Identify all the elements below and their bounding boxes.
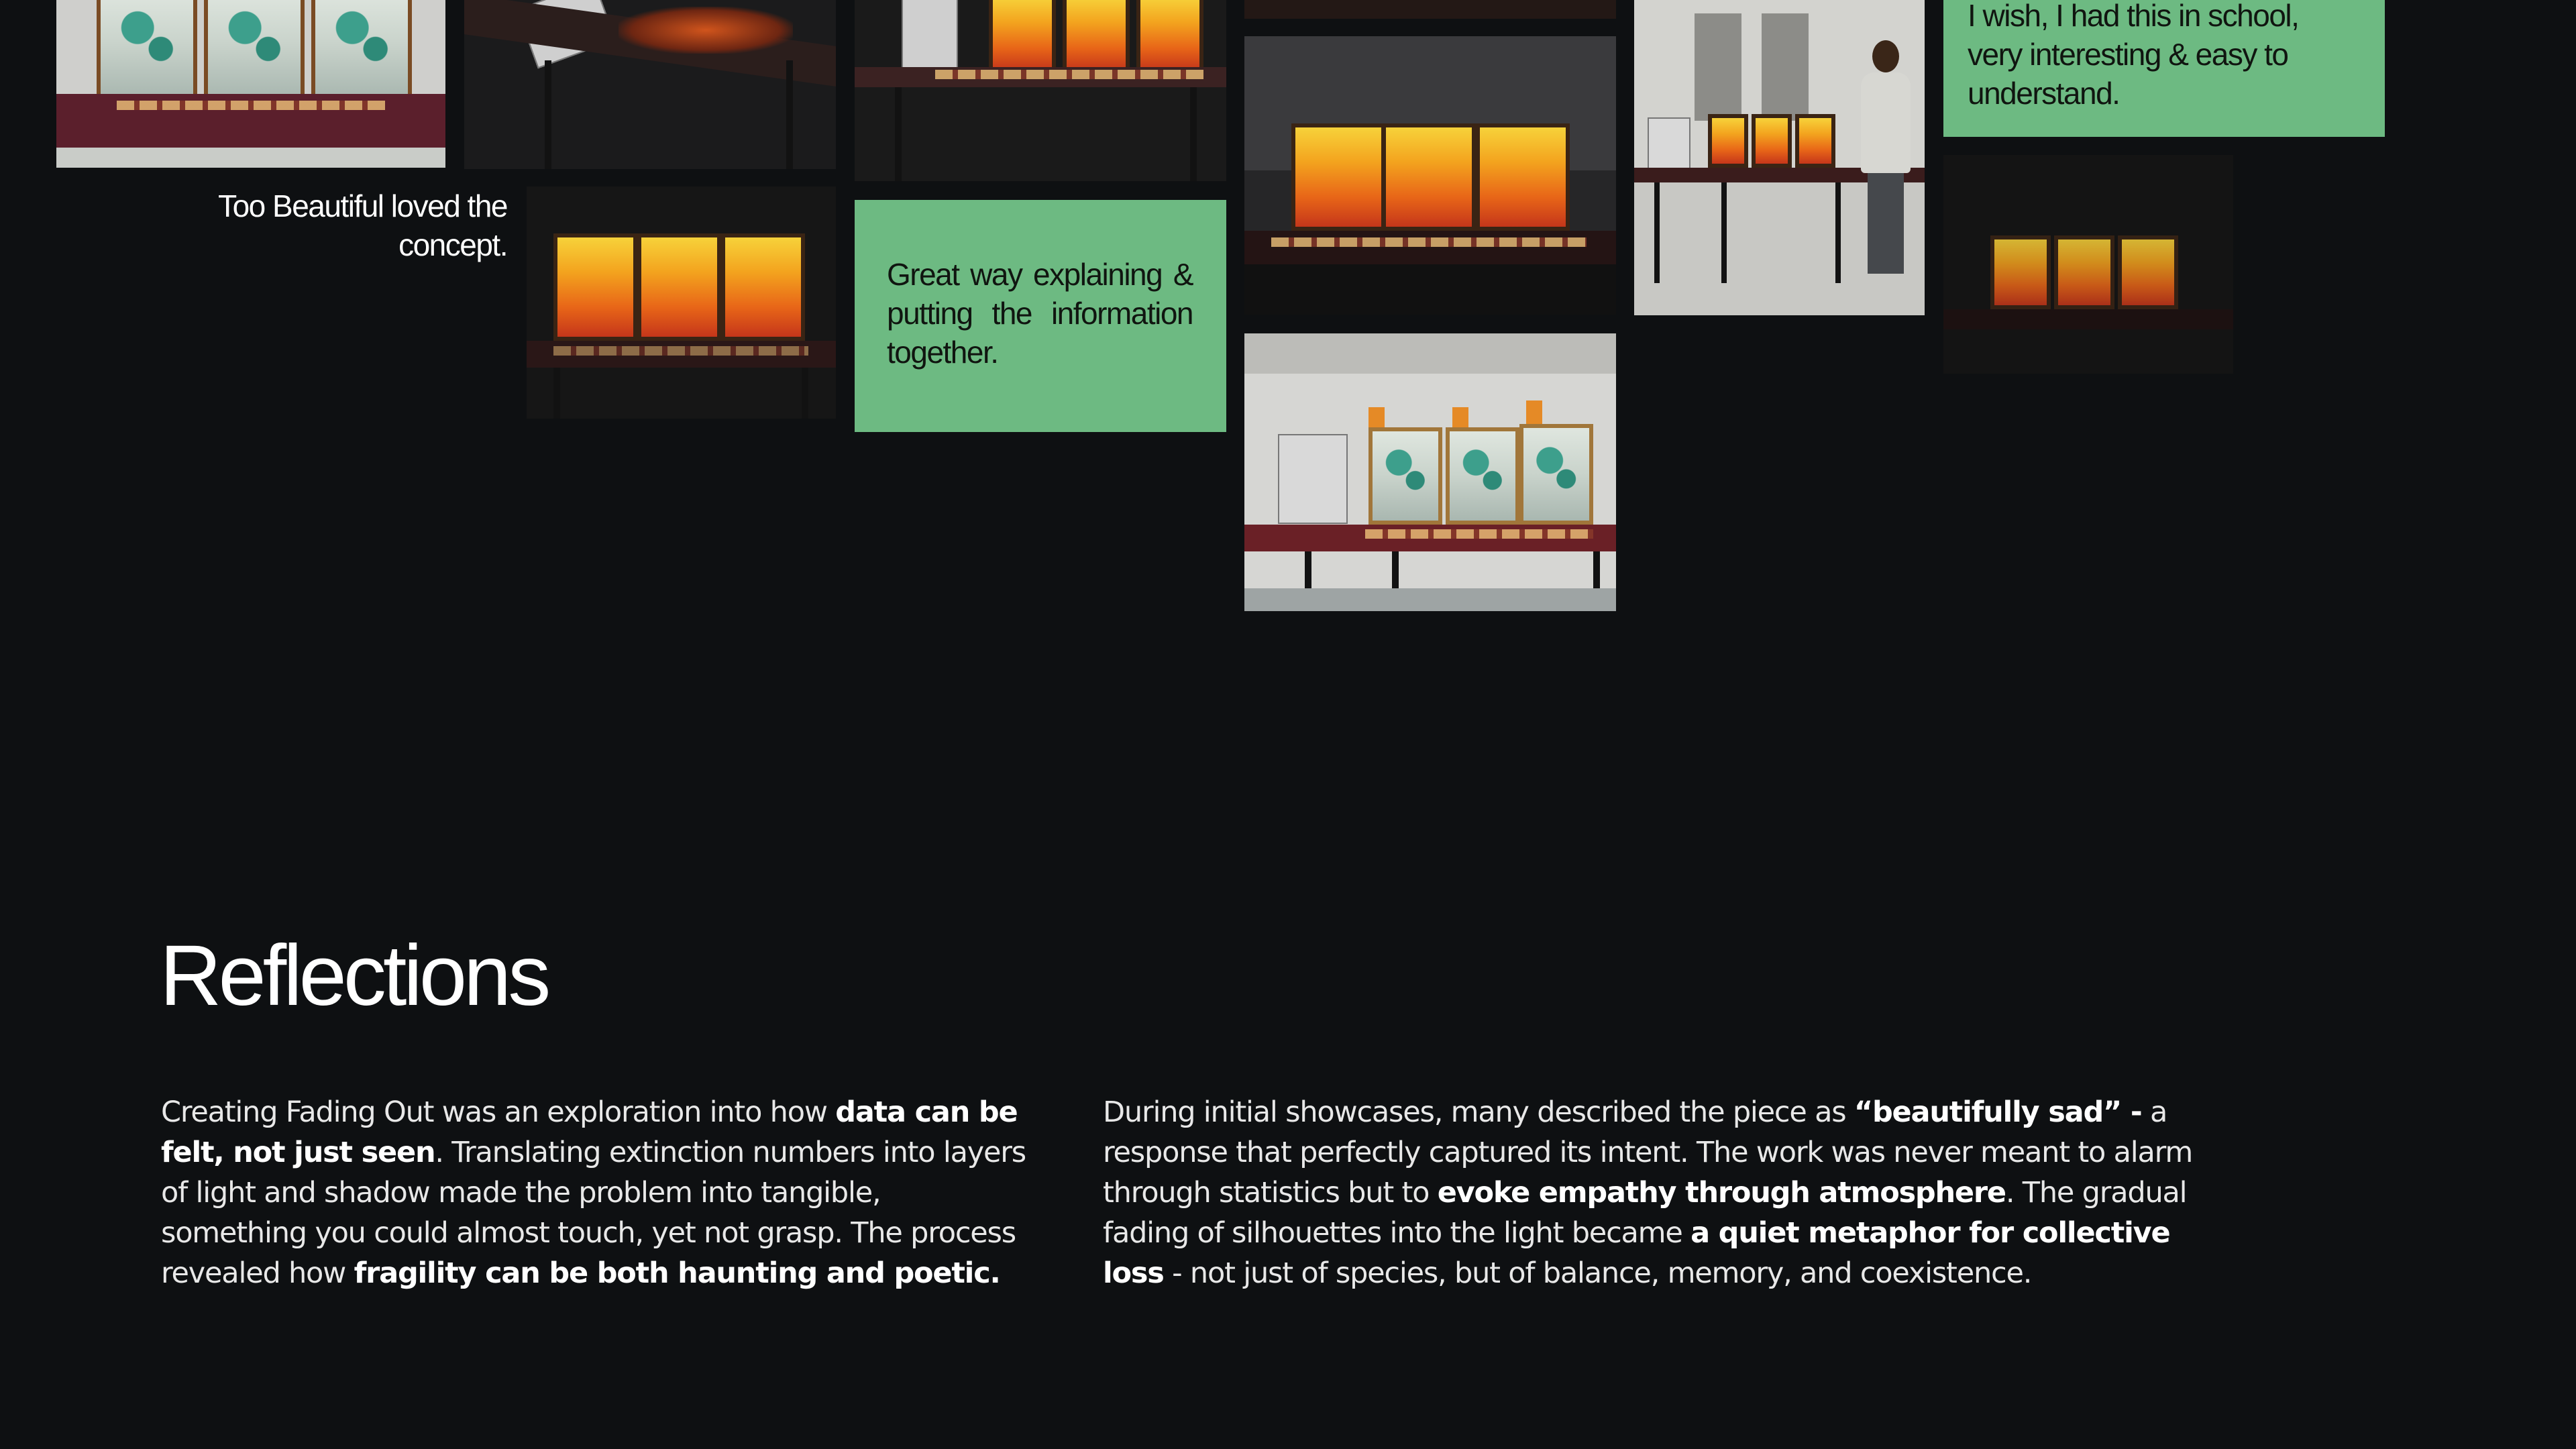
gallery-photo[interactable]: [1634, 0, 1925, 315]
quote-text: Great way explaining & putting the information together.: [887, 257, 1193, 370]
text: . Translating extinction numbers into layers of light and shadow made the problem into tangible, something you could almost touch, yet not grasp. The process revealed how: [161, 1136, 1026, 1290]
quote-card-i-wish: [1943, 0, 2385, 137]
quote-card-great-way: [855, 200, 1226, 432]
gallery-photo[interactable]: [56, 0, 445, 168]
text: a response that perfectly captured its intent. The work was never meant to alarm through statistics but to: [1103, 1095, 2193, 1210]
quote-too-beautiful: Too Beautiful loved the concept.: [218, 189, 507, 262]
text: Creating Fading Out was an exploration into how: [161, 1095, 836, 1129]
gallery-photo[interactable]: [1943, 155, 2233, 374]
gallery-photo[interactable]: [1244, 333, 1616, 611]
emphasis: a quiet metaphor for collective loss: [1103, 1216, 2170, 1290]
emphasis: fragility can be both haunting and poetic.: [354, 1256, 1000, 1290]
reflections-right-paragraph: [1103, 1092, 2237, 1293]
text: . The gradual fading of silhouettes into the light became: [1103, 1176, 2187, 1250]
gallery-photo[interactable]: [1244, 36, 1616, 315]
gallery-photo[interactable]: [527, 186, 836, 419]
text: During initial showcases, many described the piece as: [1103, 1095, 1854, 1129]
section-title: Reflections: [160, 928, 548, 1024]
gallery-photo[interactable]: [464, 0, 836, 169]
quote-text: I wish, I had this in school, very interesting & easy to understand.: [1968, 0, 2299, 111]
text: - not just of species, but of balance, memory, and coexistence.: [1163, 1256, 2032, 1290]
reflections-left-paragraph: [161, 1092, 1033, 1293]
emphasis: evoke empathy through atmosphere: [1437, 1176, 2006, 1210]
gallery-photo[interactable]: [1244, 0, 1616, 19]
emphasis: data can be felt, not just seen: [161, 1095, 1018, 1169]
emphasis: “beautifully sad” -: [1854, 1095, 2142, 1129]
gallery-photo[interactable]: [855, 0, 1226, 181]
